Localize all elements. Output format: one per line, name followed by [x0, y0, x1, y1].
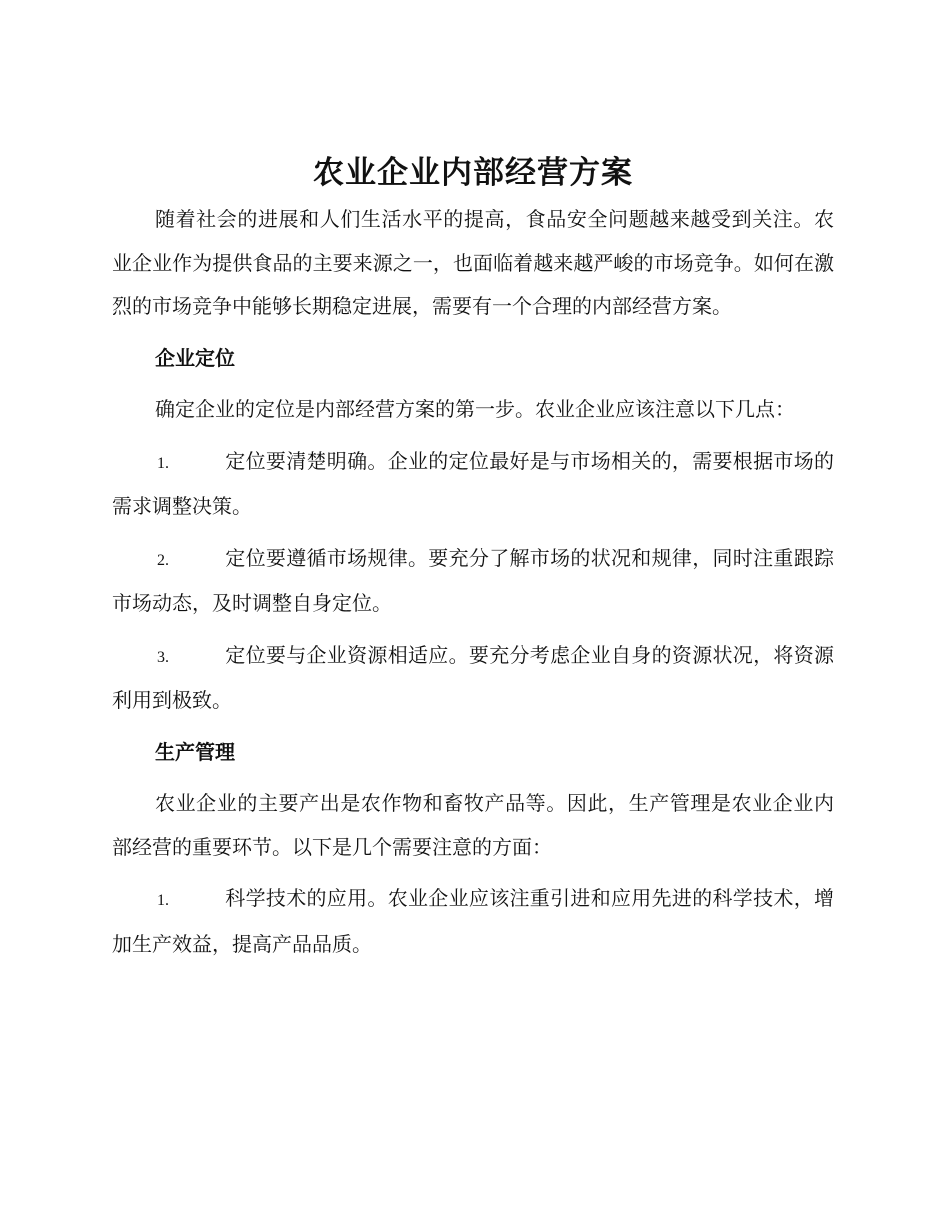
list-number: 3. [157, 648, 169, 666]
intro-paragraph: 随着社会的进展和人们生活水平的提高，食品安全问题越来越受到关注。农业企业作为提供食品的主要来源之一，也面临着越来越严峻的市场竞争。如何在激烈的市场竞争中能够长期稳定进展，需要有一个合理的内部经营方案。 [112, 207, 834, 318]
section-heading: 生产管理 [155, 739, 235, 764]
section-intro: 确定企业的定位是内部经营方案的第一步。农业企业应该注意以下几点： [155, 397, 795, 421]
list-number: 1. [157, 454, 169, 472]
section-heading: 企业定位 [155, 345, 235, 370]
list-item [112, 634, 834, 723]
section-intro: 农业企业的主要产出是农作物和畜牧产品等。因此，生产管理是农业企业内部经营的重要环节。以下是几个需要注意的方面： [112, 791, 834, 859]
list-text: 定位要与企业资源相适应。要充分考虑企业自身的资源状况，将资源利用到极致。 [112, 642, 834, 712]
list-number: 2. [157, 551, 169, 569]
list-number: 1. [157, 892, 169, 909]
document-page [112, 148, 834, 974]
section-positioning [112, 337, 834, 723]
document-title: 农业企业内部经营方案 [313, 155, 633, 191]
list-item [112, 440, 834, 529]
list-text: 科学技术的应用。农业企业应该注重引进和应用先进的科学技术，增加生产效益，提高产品品质。 [112, 886, 834, 956]
list-item [112, 877, 834, 966]
list-text: 定位要清楚明确。企业的定位最好是与市场相关的，需要根据市场的需求调整决策。 [112, 448, 834, 518]
list-item [112, 537, 834, 626]
section-production [112, 731, 834, 967]
list-text: 定位要遵循市场规律。要充分了解市场的状况和规律，同时注重跟踪市场动态，及时调整自身定位。 [112, 545, 834, 615]
